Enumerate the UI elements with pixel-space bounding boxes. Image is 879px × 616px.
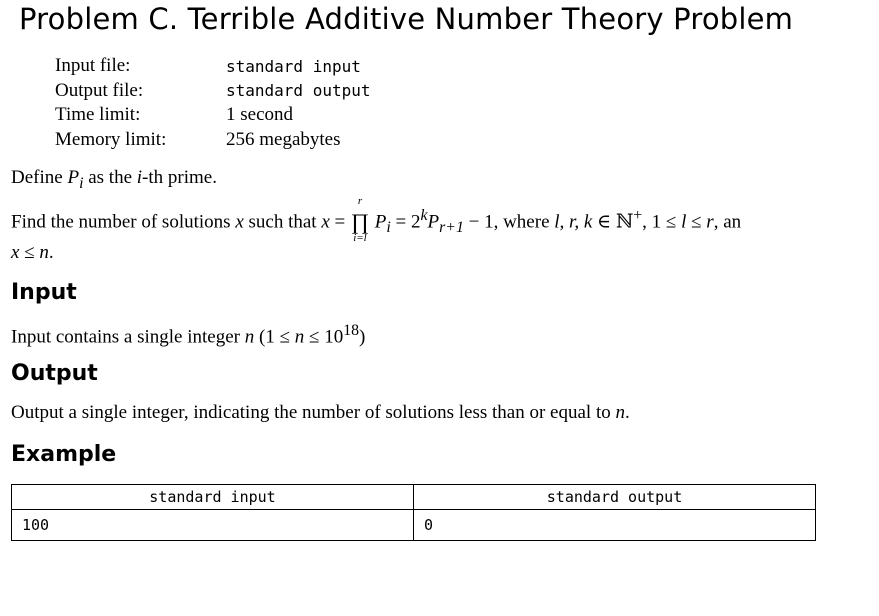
text-fragment: − 1, where (463, 211, 555, 233)
limit-row-time (55, 103, 371, 128)
text-fragment: such that (243, 211, 322, 233)
output-heading: Output (11, 361, 98, 386)
math-var: n (39, 242, 49, 263)
problem-title: Problem C. Terrible Additive Number Theory Problem (19, 2, 794, 36)
text-fragment: ≤ 10 (304, 326, 344, 348)
math-sup: k (420, 207, 428, 224)
text-fragment: , an (713, 211, 742, 233)
text-fragment: Define (11, 167, 68, 188)
math-var: P (427, 211, 440, 233)
text-fragment: . (48, 242, 54, 263)
math-var: l, r, k (554, 211, 593, 233)
text-fragment: Input contains a single integer (11, 326, 245, 348)
math-sub: i (79, 174, 84, 192)
math-var: x (235, 211, 244, 233)
limit-row-output-file (55, 79, 371, 104)
math-var: x (11, 242, 20, 263)
text-fragment: (1 ≤ (254, 326, 295, 348)
example-input-header: standard input (12, 485, 414, 510)
formula-paragraph (11, 194, 742, 244)
math-sup: + (633, 207, 643, 224)
text-fragment: ∈ ℕ (592, 211, 634, 233)
limit-value: standard input (226, 56, 361, 76)
example-output-header: standard output (414, 485, 816, 510)
math-var: x (321, 211, 330, 233)
text-fragment: Output a single integer, indicating the number of solutions less than or equal to (11, 402, 616, 423)
product-symbol: ∏ (350, 208, 370, 234)
product-upper-limit: r (357, 194, 363, 207)
input-heading: Input (11, 280, 77, 305)
math-var: n (615, 402, 625, 423)
text-fragment: ≤ (686, 211, 707, 233)
example-header-row (12, 485, 816, 510)
limit-value: 1 second (226, 104, 294, 126)
text-fragment: ≤ (19, 242, 40, 263)
math-sup: 18 (343, 322, 360, 339)
text-fragment: = 2 (390, 211, 421, 233)
input-paragraph (11, 322, 365, 348)
math-sub: r+1 (439, 219, 464, 237)
text-fragment: . (624, 402, 630, 423)
limit-row-input-file (55, 54, 371, 79)
limit-value: standard output (226, 81, 371, 101)
math-var: r (706, 211, 714, 233)
math-var: n (294, 326, 305, 348)
limits-table (55, 54, 371, 152)
text-fragment: Find the number of solutions (11, 211, 236, 233)
text-fragment: -th prime. (142, 167, 217, 188)
math-var: n (244, 326, 255, 348)
text-fragment: ) (359, 326, 366, 348)
limit-label: Memory limit: (55, 128, 167, 150)
math-var: l (681, 211, 687, 233)
example-table (11, 484, 816, 541)
example-output-value[interactable]: 0 (414, 510, 816, 541)
product-lower-limit: i=l (353, 231, 367, 244)
math-sub: i (386, 219, 391, 237)
limit-row-memory (55, 128, 371, 153)
formula-continuation (11, 242, 54, 264)
definition-paragraph (11, 167, 217, 193)
example-heading: Example (11, 442, 117, 467)
text-fragment: as the (83, 167, 137, 188)
text-fragment: = (329, 211, 350, 233)
text-fragment: , 1 ≤ (642, 211, 682, 233)
limit-label: Input file: (55, 55, 131, 77)
output-paragraph (11, 402, 630, 424)
limit-label: Time limit: (55, 104, 141, 126)
example-input-value[interactable]: 100 (12, 510, 414, 541)
limit-label: Output file: (55, 79, 144, 101)
math-var: i (136, 167, 143, 188)
limit-value: 256 megabytes (226, 128, 341, 150)
example-data-row (12, 510, 816, 541)
math-var: P (374, 211, 387, 233)
math-var: P (67, 167, 80, 188)
product-operator (350, 194, 370, 244)
